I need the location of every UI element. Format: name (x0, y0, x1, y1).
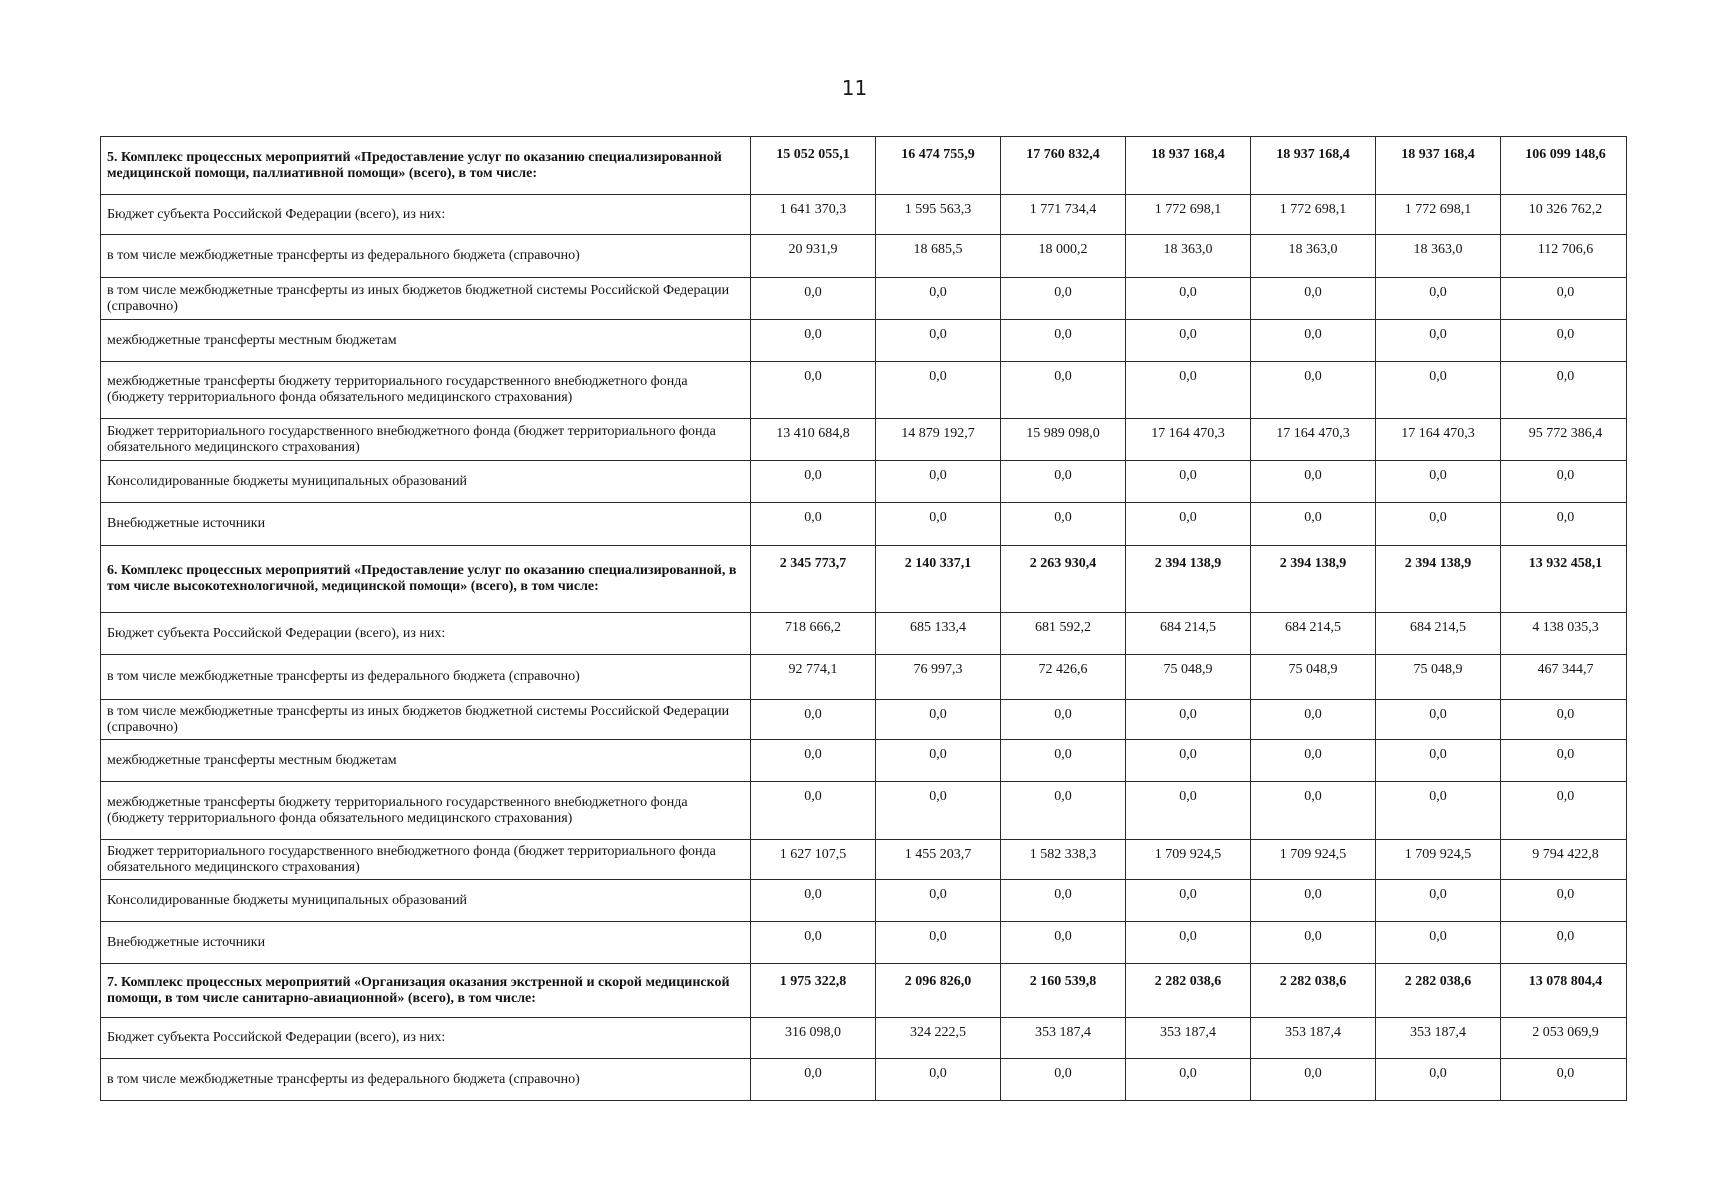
value-cell: 0,0 (876, 362, 1001, 419)
value-cell: 0,0 (1376, 880, 1501, 922)
value-cell: 685 133,4 (876, 613, 1001, 655)
value-cell: 0,0 (751, 740, 876, 782)
value-cell: 0,0 (1376, 700, 1501, 740)
value-cell: 2 394 138,9 (1376, 546, 1501, 613)
value-cell: 0,0 (751, 782, 876, 840)
row-label: в том числе межбюджетные трансферты из иных бюджетов бюджетной системы Российской Федерации (справочно) (101, 700, 751, 740)
value-cell: 1 709 924,5 (1251, 840, 1376, 880)
total-value-cell: 9 794 422,8 (1501, 840, 1627, 880)
value-cell: 0,0 (1126, 1059, 1251, 1101)
value-cell: 0,0 (876, 700, 1001, 740)
value-cell: 0,0 (751, 320, 876, 362)
value-cell: 75 048,9 (1251, 655, 1376, 700)
total-value-cell: 0,0 (1501, 740, 1627, 782)
value-cell: 0,0 (751, 1059, 876, 1101)
total-value-cell: 13 932 458,1 (1501, 546, 1627, 613)
value-cell: 0,0 (1001, 782, 1126, 840)
value-cell: 0,0 (1001, 922, 1126, 964)
row-label: в том числе межбюджетные трансферты из иных бюджетов бюджетной системы Российской Федерации (справочно) (101, 278, 751, 320)
value-cell: 324 222,5 (876, 1018, 1001, 1059)
value-cell: 75 048,9 (1126, 655, 1251, 700)
value-cell: 0,0 (876, 320, 1001, 362)
table-row (101, 1059, 1627, 1101)
value-cell: 0,0 (1001, 278, 1126, 320)
value-cell: 0,0 (1126, 922, 1251, 964)
section-title: 6. Комплекс процессных мероприятий «Предоставление услуг по оказанию специализированной, в том числе высокотехнологичной, медицинской помощи» (всего), в том числе: (101, 546, 751, 613)
table-row (101, 782, 1627, 840)
value-cell: 0,0 (1376, 320, 1501, 362)
total-value-cell: 112 706,6 (1501, 235, 1627, 278)
value-cell: 0,0 (876, 782, 1001, 840)
value-cell: 0,0 (1126, 320, 1251, 362)
value-cell: 15 989 098,0 (1001, 419, 1126, 461)
value-cell: 0,0 (1126, 461, 1251, 503)
value-cell: 0,0 (1251, 503, 1376, 546)
total-value-cell: 106 099 148,6 (1501, 137, 1627, 195)
table-row (101, 880, 1627, 922)
row-label: Консолидированные бюджеты муниципальных образований (101, 880, 751, 922)
value-cell: 17 164 470,3 (1251, 419, 1376, 461)
value-cell: 76 997,3 (876, 655, 1001, 700)
table-row (101, 419, 1627, 461)
value-cell: 353 187,4 (1001, 1018, 1126, 1059)
table-row (101, 1018, 1627, 1059)
total-value-cell: 2 053 069,9 (1501, 1018, 1627, 1059)
value-cell: 0,0 (1251, 922, 1376, 964)
value-cell: 0,0 (876, 922, 1001, 964)
section-header-row (101, 137, 1627, 195)
value-cell: 0,0 (1376, 461, 1501, 503)
value-cell: 0,0 (1001, 503, 1126, 546)
value-cell: 1 975 322,8 (751, 964, 876, 1018)
value-cell: 0,0 (1001, 740, 1126, 782)
value-cell: 18 937 168,4 (1376, 137, 1501, 195)
value-cell: 0,0 (876, 740, 1001, 782)
value-cell: 18 363,0 (1376, 235, 1501, 278)
value-cell: 0,0 (1251, 320, 1376, 362)
total-value-cell: 0,0 (1501, 782, 1627, 840)
total-value-cell: 10 326 762,2 (1501, 195, 1627, 235)
row-label: Бюджет субъекта Российской Федерации (всего), из них: (101, 195, 751, 235)
table-row (101, 840, 1627, 880)
value-cell: 1 709 924,5 (1126, 840, 1251, 880)
table-row (101, 235, 1627, 278)
value-cell: 17 164 470,3 (1376, 419, 1501, 461)
value-cell: 2 282 038,6 (1126, 964, 1251, 1018)
value-cell: 0,0 (1001, 880, 1126, 922)
value-cell: 0,0 (751, 362, 876, 419)
value-cell: 18 363,0 (1126, 235, 1251, 278)
value-cell: 2 140 337,1 (876, 546, 1001, 613)
value-cell: 684 214,5 (1376, 613, 1501, 655)
value-cell: 0,0 (1251, 362, 1376, 419)
value-cell: 0,0 (1126, 278, 1251, 320)
row-label: межбюджетные трансферты местным бюджетам (101, 740, 751, 782)
value-cell: 353 187,4 (1251, 1018, 1376, 1059)
section-header-row (101, 964, 1627, 1018)
table-row (101, 278, 1627, 320)
value-cell: 1 772 698,1 (1126, 195, 1251, 235)
value-cell: 17 760 832,4 (1001, 137, 1126, 195)
row-label: в том числе межбюджетные трансферты из федерального бюджета (справочно) (101, 1059, 751, 1101)
row-label: Внебюджетные источники (101, 503, 751, 546)
value-cell: 15 052 055,1 (751, 137, 876, 195)
table-row (101, 740, 1627, 782)
value-cell: 684 214,5 (1251, 613, 1376, 655)
value-cell: 0,0 (1376, 922, 1501, 964)
value-cell: 353 187,4 (1376, 1018, 1501, 1059)
value-cell: 14 879 192,7 (876, 419, 1001, 461)
value-cell: 0,0 (876, 461, 1001, 503)
value-cell: 0,0 (1376, 503, 1501, 546)
value-cell: 0,0 (1251, 461, 1376, 503)
value-cell: 316 098,0 (751, 1018, 876, 1059)
value-cell: 0,0 (1251, 782, 1376, 840)
value-cell: 2 282 038,6 (1376, 964, 1501, 1018)
value-cell: 1 455 203,7 (876, 840, 1001, 880)
value-cell: 0,0 (1126, 740, 1251, 782)
table-row (101, 613, 1627, 655)
table-row (101, 655, 1627, 700)
value-cell: 1 771 734,4 (1001, 195, 1126, 235)
value-cell: 0,0 (876, 880, 1001, 922)
value-cell: 684 214,5 (1126, 613, 1251, 655)
value-cell: 0,0 (1376, 278, 1501, 320)
value-cell: 18 000,2 (1001, 235, 1126, 278)
total-value-cell: 0,0 (1501, 503, 1627, 546)
total-value-cell: 0,0 (1501, 880, 1627, 922)
value-cell: 0,0 (1251, 880, 1376, 922)
value-cell: 0,0 (1251, 740, 1376, 782)
value-cell: 18 363,0 (1251, 235, 1376, 278)
value-cell: 0,0 (751, 461, 876, 503)
value-cell: 353 187,4 (1126, 1018, 1251, 1059)
value-cell: 20 931,9 (751, 235, 876, 278)
value-cell: 2 394 138,9 (1126, 546, 1251, 613)
value-cell: 0,0 (1126, 700, 1251, 740)
row-label: в том числе межбюджетные трансферты из федерального бюджета (справочно) (101, 235, 751, 278)
value-cell: 0,0 (751, 700, 876, 740)
value-cell: 1 772 698,1 (1376, 195, 1501, 235)
value-cell: 0,0 (1001, 1059, 1126, 1101)
row-label: Бюджет территориального государственного внебюджетного фонда (бюджет территориального фонда обязательного медицинского страхования) (101, 419, 751, 461)
financing-table (100, 136, 1627, 1101)
value-cell: 0,0 (1126, 782, 1251, 840)
value-cell: 0,0 (876, 503, 1001, 546)
total-value-cell: 0,0 (1501, 278, 1627, 320)
row-label: Бюджет субъекта Российской Федерации (всего), из них: (101, 1018, 751, 1059)
value-cell: 1 582 338,3 (1001, 840, 1126, 880)
value-cell: 0,0 (1376, 740, 1501, 782)
value-cell: 2 394 138,9 (1251, 546, 1376, 613)
value-cell: 1 709 924,5 (1376, 840, 1501, 880)
row-label: Бюджет территориального государственного внебюджетного фонда (бюджет территориального фонда обязательного медицинского страхования) (101, 840, 751, 880)
value-cell: 1 627 107,5 (751, 840, 876, 880)
value-cell: 2 160 539,8 (1001, 964, 1126, 1018)
table-row (101, 700, 1627, 740)
value-cell: 0,0 (1376, 362, 1501, 419)
row-label: межбюджетные трансферты бюджету территориального государственного внебюджетного фонда (бюджету территориального фонда обязательного медицинского страхования) (101, 362, 751, 419)
section-title: 7. Комплекс процессных мероприятий «Организация оказания экстренной и скорой медицинской помощи, в том числе санитарно-авиационной» (всего), в том числе: (101, 964, 751, 1018)
row-label: Внебюджетные источники (101, 922, 751, 964)
value-cell: 0,0 (876, 1059, 1001, 1101)
value-cell: 0,0 (751, 880, 876, 922)
value-cell: 0,0 (1126, 362, 1251, 419)
total-value-cell: 0,0 (1501, 922, 1627, 964)
value-cell: 0,0 (1376, 782, 1501, 840)
value-cell: 0,0 (751, 503, 876, 546)
value-cell: 0,0 (1001, 461, 1126, 503)
value-cell: 18 937 168,4 (1126, 137, 1251, 195)
value-cell: 2 282 038,6 (1251, 964, 1376, 1018)
table-row (101, 922, 1627, 964)
value-cell: 0,0 (1001, 700, 1126, 740)
value-cell: 0,0 (1376, 1059, 1501, 1101)
value-cell: 718 666,2 (751, 613, 876, 655)
row-label: Консолидированные бюджеты муниципальных образований (101, 461, 751, 503)
value-cell: 2 345 773,7 (751, 546, 876, 613)
value-cell: 681 592,2 (1001, 613, 1126, 655)
value-cell: 2 096 826,0 (876, 964, 1001, 1018)
value-cell: 0,0 (751, 278, 876, 320)
value-cell: 0,0 (1126, 880, 1251, 922)
section-header-row (101, 546, 1627, 613)
total-value-cell: 13 078 804,4 (1501, 964, 1627, 1018)
section-title: 5. Комплекс процессных мероприятий «Предоставление услуг по оказанию специализированной медицинской помощи, паллиативной помощи» (всего), в том числе: (101, 137, 751, 195)
value-cell: 92 774,1 (751, 655, 876, 700)
value-cell: 0,0 (751, 922, 876, 964)
value-cell: 72 426,6 (1001, 655, 1126, 700)
value-cell: 0,0 (1251, 1059, 1376, 1101)
total-value-cell: 0,0 (1501, 362, 1627, 419)
value-cell: 0,0 (876, 278, 1001, 320)
row-label: межбюджетные трансферты местным бюджетам (101, 320, 751, 362)
value-cell: 75 048,9 (1376, 655, 1501, 700)
value-cell: 0,0 (1001, 320, 1126, 362)
value-cell: 0,0 (1251, 700, 1376, 740)
table-row (101, 503, 1627, 546)
value-cell: 18 937 168,4 (1251, 137, 1376, 195)
table-row (101, 195, 1627, 235)
table-row (101, 461, 1627, 503)
value-cell: 16 474 755,9 (876, 137, 1001, 195)
total-value-cell: 95 772 386,4 (1501, 419, 1627, 461)
table-body (101, 137, 1627, 1101)
page-number: 11 (841, 76, 868, 100)
row-label: Бюджет субъекта Российской Федерации (всего), из них: (101, 613, 751, 655)
row-label: в том числе межбюджетные трансферты из федерального бюджета (справочно) (101, 655, 751, 700)
value-cell: 17 164 470,3 (1126, 419, 1251, 461)
value-cell: 1 772 698,1 (1251, 195, 1376, 235)
value-cell: 18 685,5 (876, 235, 1001, 278)
value-cell: 13 410 684,8 (751, 419, 876, 461)
total-value-cell: 4 138 035,3 (1501, 613, 1627, 655)
total-value-cell: 0,0 (1501, 461, 1627, 503)
table-row (101, 362, 1627, 419)
value-cell: 1 595 563,3 (876, 195, 1001, 235)
value-cell: 0,0 (1001, 362, 1126, 419)
row-label: межбюджетные трансферты бюджету территориального государственного внебюджетного фонда (бюджету территориального фонда обязательного медицинского страхования) (101, 782, 751, 840)
value-cell: 0,0 (1251, 278, 1376, 320)
total-value-cell: 0,0 (1501, 320, 1627, 362)
total-value-cell: 0,0 (1501, 700, 1627, 740)
total-value-cell: 467 344,7 (1501, 655, 1627, 700)
value-cell: 1 641 370,3 (751, 195, 876, 235)
total-value-cell: 0,0 (1501, 1059, 1627, 1101)
value-cell: 0,0 (1126, 503, 1251, 546)
value-cell: 2 263 930,4 (1001, 546, 1126, 613)
table-row (101, 320, 1627, 362)
